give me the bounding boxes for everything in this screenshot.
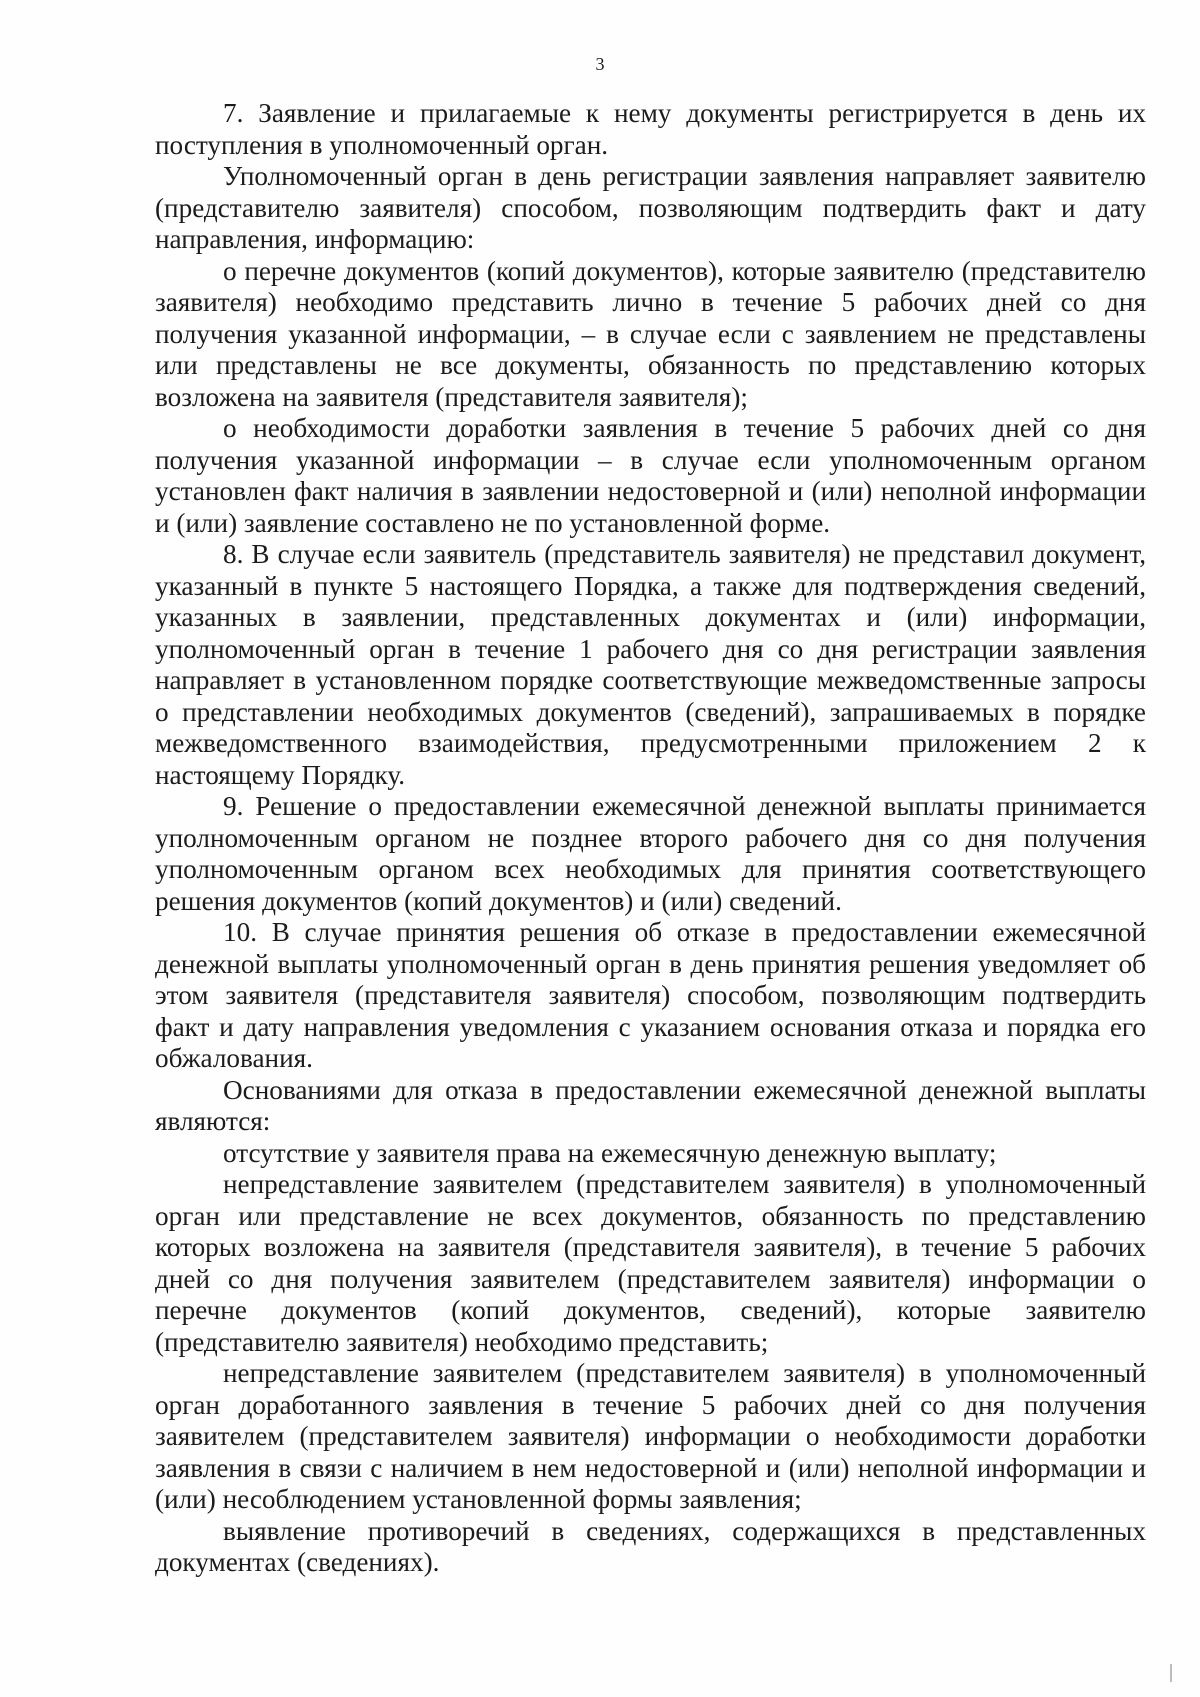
page-number: 3 [595, 54, 605, 74]
list-item-documents-not-submitted: непредставление заявителем (представителем заявителя) в уполномоченный орган или представление не всех документов, обязанность по представлению которых возложена на заявителя (представителя заявителя), в течение 5 рабочих дней со дня получения заявителем (представителем заявителя) информации о перечне документов (копий документов, сведений), которые заявителю (представителю заявителя) необходимо представить; [155, 1169, 1146, 1357]
paragraph-7-registration: 7. Заявление и прилагаемые к нему документы регистрируется в день их поступления в уполномоченный орган. [155, 98, 1146, 160]
paragraph-refusal-grounds-intro: Основаниями для отказа в предоставлении ежемесячной денежной выплаты являются: [155, 1074, 1146, 1136]
paragraph-10-refusal: 10. В случае принятия решения об отказе в предоставлении ежемесячной денежной выплаты уполномоченный орган в день принятия решения уведомляет об этом заявителя (представителя заявителя) способом, позволяющим подтвердить факт и дату направления уведомления с указанием основания отказа и порядка его обжалования. [155, 917, 1146, 1073]
paragraph-notification-intro: Уполномоченный орган в день регистрации заявления направляет заявителю (представителю заявителя) способом, позволяющим подтвердить факт и дату направления, информацию: [155, 161, 1146, 254]
document-body [155, 98, 1146, 1579]
paragraph-9-decision: 9. Решение о предоставлении ежемесячной денежной выплаты принимается уполномоченным органом не позднее второго рабочего дня со дня получения уполномоченным органом всех необходимых для принятия соответствующего решения документов (копий документов) и (или) сведений. [155, 791, 1146, 916]
list-item-no-right: отсутствие у заявителя права на ежемесячную денежную выплату; [223, 1137, 997, 1168]
scan-mark [1170, 1664, 1172, 1682]
paragraph-8-interagency-requests: 8. В случае если заявитель (представитель заявителя) не представил документ, указанный в пункте 5 настоящего Порядка, а также для подтверждения сведений, указанных в заявлении, представленных документах и (или) информации, уполномоченный орган в течение 1 рабочего дня со дня регистрации заявления направляет в установленном порядке соответствующие межведомственные запросы о представлении необходимых документов (сведений), запрашиваемых в порядке межведомственного взаимодействия, предусмотренными приложением 2 к настоящему Порядку. [155, 539, 1146, 790]
list-item-document-list: о перечне документов (копий документов), которые заявителю (представителю заявителя) необходимо представить лично в течение 5 рабочих дней со дня получения указанной информации, – в случае если с заявлением не представлены или представлены не все документы, обязанность по представлению которых возложена на заявителя (представителя заявителя); [155, 255, 1146, 412]
list-item-contradictions: выявление противоречий в сведениях, содержащихся в представленных документах (сведениях). [155, 1515, 1146, 1577]
list-item-revised-application-not-submitted: непредставление заявителем (представителем заявителя) в уполномоченный орган доработанного заявления в течение 5 рабочих дней со дня получения заявителем (представителем заявителя) информации о необходимости доработки заявления в связи с наличием в нем недостоверной и (или) неполной информации и (или) несоблюдением установленной формы заявления; [155, 1358, 1146, 1514]
list-item-revision-needed: о необходимости доработки заявления в течение 5 рабочих дней со дня получения указанной информации – в случае если уполномоченным органом установлен факт наличия в заявлении недостоверной и (или) неполной информации и (или) заявление составлено не по установленной форме. [155, 413, 1146, 538]
